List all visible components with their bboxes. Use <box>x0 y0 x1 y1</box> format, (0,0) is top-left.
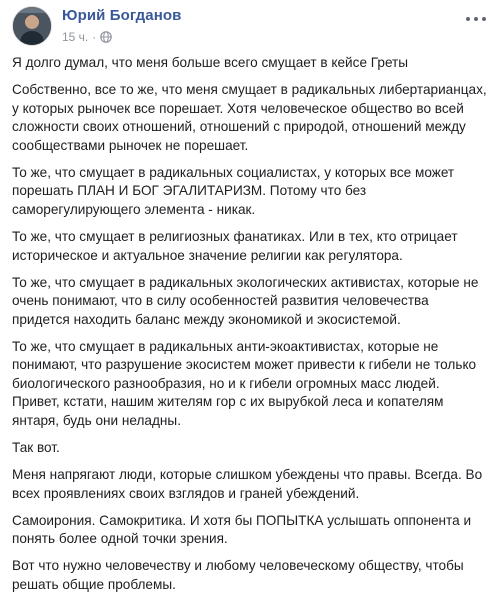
post-paragraph: Собственно, все то же, что меня смущает в радикальных либертарианцах, у которых рыночек все порешает. Хотя человеческое общество во всей сложности своих отношений, отношений с природой, отношений между сообществами рыночек не порешает. <box>12 81 487 153</box>
post-paragraph: Самоирония. Самокритика. И хотя бы ПОПЫТКА услышать оппонента и понять более одной точки зрения. <box>12 512 472 547</box>
post-body <box>12 54 490 603</box>
author-name[interactable]: Юрий Богданов <box>62 7 182 24</box>
meta-separator: · <box>92 30 97 44</box>
post-paragraph: То же, что смущает в радикальных экологических активистах, которые не очень понимают, что в силу особенностей развития человечества придется находить баланс между экономикой и экосистемой. <box>12 274 479 327</box>
author-avatar[interactable] <box>12 6 52 46</box>
post-header <box>12 6 490 48</box>
post-paragraph: Вот что нужно человечеству и любому человеческому обществу, чтобы решать общие проблемы. <box>12 558 464 592</box>
globe-icon[interactable] <box>100 31 112 43</box>
post-paragraph: То же, что смущает в радикальных анти-экоактивистах, которые не понимают, что разрушение экосистем может привести к гибели не только биологического разнообразия, но и к гибели огромных масс людей. Привет, кстати, нашим жителям гор с их вырубкой леса и копателям янтаря, будь они неладны. <box>12 338 477 429</box>
post-paragraph: Так вот. <box>12 440 60 456</box>
post-paragraph: Я долго думал, что меня больше всего смущает в кейсе Греты <box>12 55 409 70</box>
post-paragraph: То же, что смущает в религиозных фанатиках. Или в тех, кто отрицает историческое и актуальное значение религии как регулятора. <box>12 228 458 263</box>
more-horizontal-icon[interactable] <box>466 12 486 26</box>
post-meta <box>62 30 112 44</box>
post-paragraph: То же, что смущает в радикальных социалистах, у которых все может порешать ПЛАН И БОГ ЭГАЛИТАРИЗМ. Потому что без саморегулирующего элемента - никак. <box>12 164 455 217</box>
post-timestamp[interactable]: 15 ч. <box>62 30 89 44</box>
post-paragraph: Меня напрягают люди, которые слишком убеждены что правы. Всегда. Во всех проявлениях своих взглядов и граней убеждений. <box>12 467 483 501</box>
